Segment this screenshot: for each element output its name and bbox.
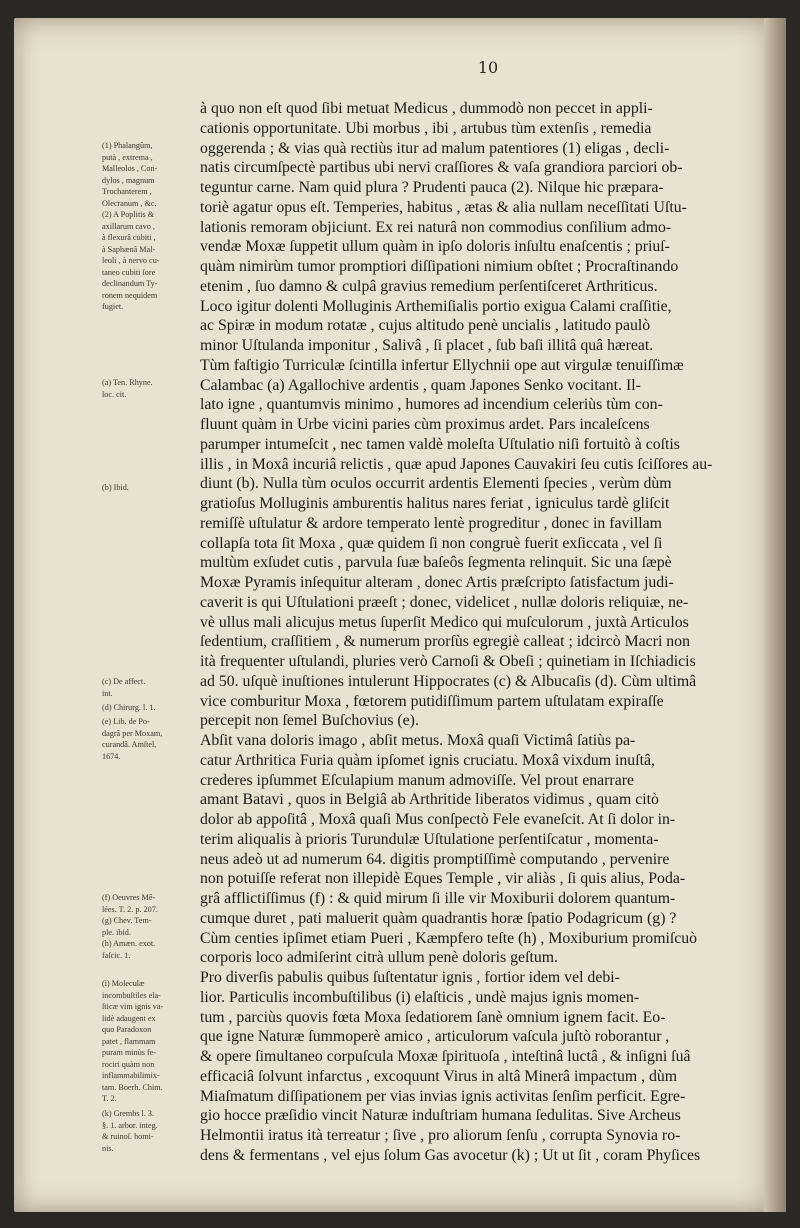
margin-note (102, 209, 198, 313)
text-line: ac Spiræ in modum rotatæ , cujus altitudo penè uncialis , latitudo paulò (200, 317, 651, 335)
text-line: lationis remoram objiciunt. Ex rei naturâ non commodius conſilium admo- (200, 218, 672, 236)
margin-note-line: rociri quàm non (102, 1059, 155, 1069)
page-number: 10 (477, 58, 499, 77)
margin-note-line: (g) Chev. Tem- (102, 916, 152, 925)
margin-note-line: dylos , magnum (102, 175, 155, 185)
text-line: catur Arthritica Furia quàm ipſomet ignis cruciatu. Moxâ vixdum inuſtâ, (200, 751, 655, 769)
text-line: Helmontii iratus ità terreatur ; ſive , pro aliorum ſenſu , corrupta Synovia ro- (200, 1127, 681, 1144)
margin-note-line: (k) Grembs l. 3. (102, 1109, 155, 1118)
margin-note (102, 892, 198, 915)
text-line: Miaſmatum diſſipationem per vias invias ignis activitas ſenſim perficit. Egre- (200, 1087, 686, 1105)
text-line: collapſa tota ſit Moxa , quæ quidem ſi non congruè fuerit exſiccata , vel ſi (200, 534, 663, 552)
margin-note (102, 377, 198, 400)
text-line: caverit is qui Uſtulationi præeſt ; donec, videlicet , nullæ doloris reliquiæ, ne- (200, 593, 689, 611)
text-line: vice comburitur Moxa , fœtorem putidiſſimum partem uſtulatam expiraſſe (200, 692, 664, 710)
margin-note-line: (h) Amæn. exot. (102, 939, 156, 948)
margin-note-line: (b) Ibid. (102, 483, 129, 492)
text-line: natis circumſpectè partibus ubi nervi craſſiores & vaſa grandiora parciori ob- (200, 159, 683, 177)
margin-note-line: loc. cit. (102, 389, 127, 399)
text-line: gratioſus Molluginis amburentis halitus nares feriat , igniculus tardè gliſcit (200, 495, 670, 512)
text-line: & opere ſimultaneo corpuſcula Moxæ ſpirituoſa , inteſtinâ luctâ , & inſigni ſuâ (200, 1048, 691, 1065)
text-line: non potuiſſe referat non illepidè Eques Temple , vir aliàs , ſi quis alius, Poda- (200, 870, 686, 888)
text-line: gio hocce præſidio vincit Naturæ induſtriam humana ſedulitas. Sive Archeus (200, 1107, 681, 1125)
text-line: remiſſè uſtulatur & ardore temperato lentè progreditur , donec in favillam (200, 514, 662, 532)
text-line: quàm nimirùm tumor promptiori diſſipationi nimium obſtet ; Procraſtinando (200, 258, 679, 275)
margin-note-line: dagrâ per Moxam, (102, 728, 163, 738)
margin-note-line: (2) A Poplitis & (102, 210, 155, 219)
text-line: grâ afflictiſſimus (f) : & quid mirum ſi ille vir Moxiburii dolorem quantum- (200, 890, 676, 907)
margin-note-line: int. (102, 688, 113, 698)
text-line: terim aliqualis à prioris Turundulæ Uſtulatione perſentiſcatur , momenta- (200, 830, 659, 848)
margin-note (102, 915, 198, 938)
text-line: efficaciâ ſolvunt infarctus , excoquunt Virus in altâ Minerâ impactum , dùm (200, 1067, 678, 1085)
margin-note-line: (a) Ten. Rhyne. (102, 378, 153, 387)
text-line: neus adeò ut ad numerum 64. digitis promptiſſimè computando , pervenire (200, 850, 670, 868)
margin-note-line: putà , extrema , (102, 152, 153, 162)
text-line: ſedentium, craſſitiem , & numerum prorſùs egregiè calleat ; idcircò Macri non (200, 633, 690, 651)
text-line: que igne Naturæ ſummoperè amico , articulorum vaſcula juſtò roborantur , (200, 1028, 670, 1046)
text-line: cumque duret , pati maluerit quàm quadrantis horæ ſpatio Podagricum (g) ? (200, 909, 677, 927)
margin-note-line: incombuſtiles ela- (102, 990, 161, 1000)
margin-note-line: (d) Chirurg. l. 1. (102, 703, 156, 712)
margin-note-line: (1) Phalangûm, (102, 141, 153, 150)
text-line: multùm exſudet cutis , parvula ſuæ baſeôs ſegmenta relinquit. Sic una ſæpè (200, 554, 672, 572)
margin-note-line: ſticæ vim ignis va- (102, 1002, 164, 1011)
margin-note-line: puram minùs fe- (102, 1048, 157, 1057)
text-line: tum , parciùs quovis fœta Moxa ſedatiorem ſanè omnium ignem facit. Eo- (200, 1008, 666, 1026)
margin-note-line: faſcic. 1. (102, 950, 131, 960)
text-line: lior. Particulis incombuſtilibus (i) elaſticis , undè majus ignis momen- (200, 988, 640, 1006)
margin-note (102, 140, 198, 209)
margin-note-line: patet , flammam (102, 1036, 156, 1046)
text-line: vè ullus mali alicujus metus ſuperſit Medico qui muſculorum , juxtà Articulos (200, 613, 689, 631)
text-line: Moxæ Pyramis inſequitur alteram , donec Artis præſcripto ſatisfactum judi- (200, 574, 674, 591)
margin-note-line: Olecranum , &c. (102, 198, 157, 208)
margin-note (102, 978, 198, 1105)
text-line: illis , in Moxâ incuriâ relictis , quæ apud Japones Cauvakiri ſeu cutis ſciſſores au- (200, 455, 713, 473)
text-line: Calambac (a) Agallochive ardentis , quam Japones Senko vocitant. Il- (200, 376, 641, 394)
text-line: dens & fermentans , vel ejus ſolum Gas avocetur (k) ; Ut ut ſit , coram Phyſices (200, 1146, 701, 1164)
margin-note-line: à Saphænâ Mal- (102, 244, 156, 254)
margin-note-line: quo Paradoxon (102, 1025, 152, 1034)
text-line: percepit non ſemel Buſchovius (e). (200, 712, 419, 730)
margin-note (102, 702, 198, 714)
margin-note-line: lidè adaugent ex (102, 1013, 156, 1023)
margin-note-line: curandâ. Amſtel, (102, 740, 157, 749)
margin-note-line: declinandum Ty- (102, 279, 158, 288)
margin-note (102, 938, 198, 961)
text-line: Pro diverſis pabulis quibus ſuſtentatur ignis , fortior idem vel debi- (200, 969, 620, 986)
text-line: ad 50. uſquè inuſtiones intulerunt Hippocrates (c) & Albucaſis (d). Cùm ultimâ (200, 672, 697, 690)
margin-note-line: Trochanterem , (102, 187, 152, 196)
text-line: teguntur carne. Nam quid plura ? Prudenti pauca (2). Nilque hic præpara- (200, 179, 664, 196)
margin-note-line: inflammabilimix- (102, 1071, 160, 1080)
text-line: toriè agatur opus eſt. Temperies, habitus , ætas & alia nullam neceſſitati Uſtu- (200, 198, 687, 216)
margin-note-line: ronem nequidem (102, 290, 158, 300)
text-line: Abſit vana doloris imago , abſit metus. Moxâ quaſi Victimâ ſatiùs pa- (200, 732, 636, 749)
text-line: Loco igitur dolenti Molluginis Arthemiſialis portio exigua Calami craſſitie, (200, 297, 672, 315)
text-line: corporis loco admiſerint citrà ullum penè doloris geſtum. (200, 949, 558, 967)
margin-note (102, 676, 198, 699)
margin-note-line: (i) Moleculæ (102, 979, 145, 988)
text-line: dolor ab appoſitâ , Moxâ quaſi Mus conſpectò Fele evaneſcit. At ſi dolor in- (200, 811, 676, 828)
margin-note-line: (c) De affect. (102, 677, 146, 686)
margin-note-line: Malleolos , Con- (102, 164, 158, 173)
text-line: ità frequenter uſtulandi, pluries verò Carnoſi & Obeſi ; quinetiam in Iſchiadicis (200, 653, 696, 670)
margin-note-line: & ruinoſ. homi- (102, 1132, 154, 1141)
margin-note-line: nis. (102, 1143, 114, 1153)
margin-note-line: tam. Boerh. Chim. (102, 1082, 163, 1092)
margin-note (102, 1108, 198, 1154)
text-line: Cùm centies ipſimet etiam Pueri , Kæmpfero teſte (h) , Moxiburium promiſcuò (200, 929, 698, 947)
text-line: etenim , ſuo damno & culpâ gravius remedium perſentiſceret Arthriticus. (200, 277, 658, 295)
margin-note-line: taneo cubiti ſore (102, 267, 156, 277)
margin-note-line: lées. T. 2. p. 207. (102, 904, 158, 914)
text-line: oggerenda ; & vias quà rectiùs itur ad malum patentiores (1) eligas , decli- (200, 139, 670, 157)
text-line: diunt (b). Nulla tùm oculos occurrit ardentis Elementi ſpecies , verùm dùm (200, 475, 672, 493)
margin-note-line: T. 2. (102, 1094, 117, 1103)
text-line: parumper intumeſcit , nec tamen valdè moleſta Uſtulatio niſi fortuitò à coſtis (200, 435, 680, 453)
margin-note-line: à flexurâ cubiti , (102, 233, 156, 242)
margin-note-line: fugiet. (102, 302, 124, 311)
text-line: cationis opportunitate. Ubi morbus , ibi , artubus tùm extenſis , remedia (200, 119, 652, 137)
margin-note-line: axillarum cavo , (102, 221, 155, 231)
text-line: Tùm faſtigio Turriculæ ſcintilla infertur Ellychnii ope aut virgulæ tenuiſſimæ (200, 356, 684, 374)
text-line: minor Uſtulanda imponitur , Salivâ , ſi placet , ſub baſi illitâ quâ hæreat. (200, 337, 654, 354)
margin-note-line: (f) Oeuvres Mê- (102, 893, 156, 902)
margin-note-line: §. 1. arbor. integ. (102, 1120, 158, 1130)
margin-note-line: leoli , à nervo cu- (102, 256, 160, 265)
text-line: vendæ Moxæ ſuppetit ullum quàm in ipſo doloris inſultu enaſcentis ; priuſ- (200, 238, 670, 256)
margin-note (102, 482, 198, 494)
text-line: fluunt quàm in Urbe vicini paries cùm proximus ardet. Pars incaleſcens (200, 416, 650, 433)
text-line: amant Batavi , quos in Belgiâ ab Arthritide liberatos vidimus , quam citò (200, 791, 659, 809)
text-line: crederes ipſummet Eſculapium manum admoviſſe. Vel prout enarrare (200, 771, 634, 789)
margin-note-line: (e) Lib. de Po- (102, 717, 150, 726)
margin-note-line: ple. ibid. (102, 927, 131, 937)
text-line: à quo non eſt quod ſibi metuat Medicus , dummodò non peccet in appli- (200, 100, 653, 117)
margin-note-line: 1674. (102, 751, 121, 761)
main-text-block (200, 99, 780, 1166)
margin-note (102, 716, 198, 762)
text-line: lato igne , quantumvis minimo , humores ad incendium celeriùs tùm con- (200, 396, 663, 414)
